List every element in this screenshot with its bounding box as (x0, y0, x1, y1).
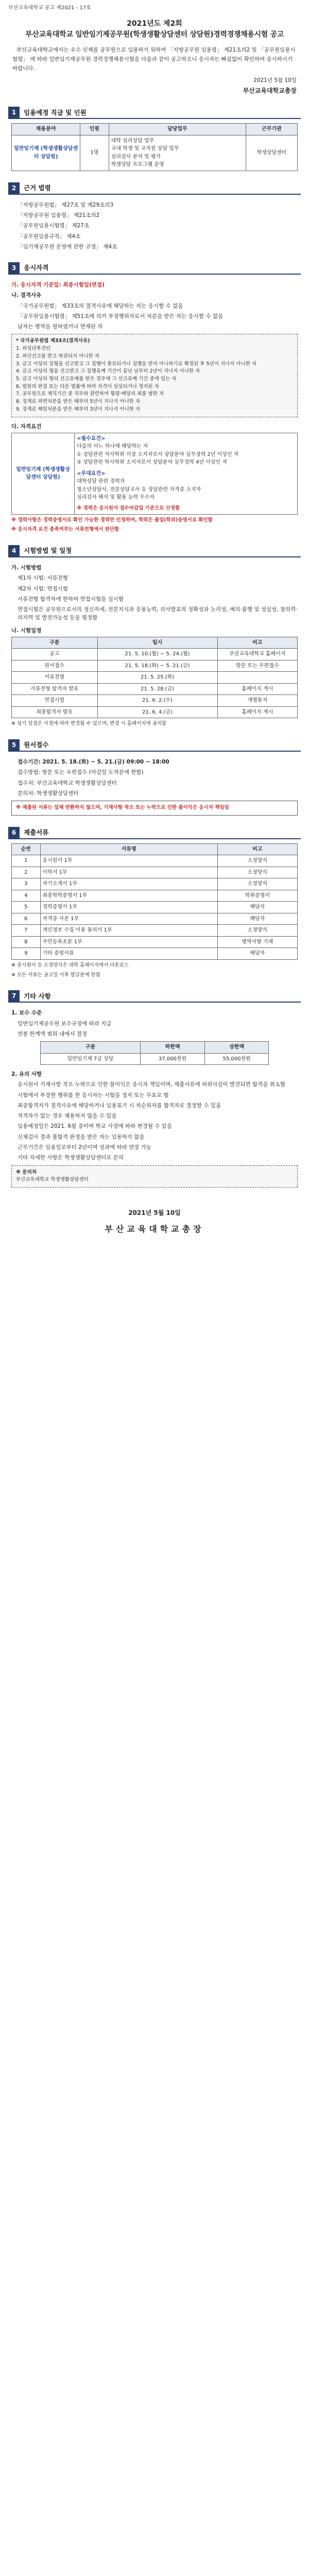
application-warning: ※ 제출된 서류는 일체 반환하지 않으며, 기재사항 착오 또는 누락으로 인한 불이익은 응시자 책임임 (11, 801, 298, 816)
exam-method-item: 제1차 시험: 서류전형 (18, 575, 68, 582)
doc-note: 소정양식 (217, 855, 297, 867)
section-4-header (8, 545, 301, 557)
documents-note: ※ 응시원서 등 소정양식은 대학 홈페이지에서 다운로드 (11, 962, 129, 968)
required-head: <필수요건> (77, 435, 106, 442)
schedule-label: 서류전형 합격자 발표 (12, 683, 98, 695)
announce-date: 2021년 5월 10일 (253, 77, 297, 84)
pay-max: 55,000천원 (204, 1053, 269, 1065)
documents-note: ※ 모든 서류는 공고일 이후 발급분에 한함 (11, 972, 100, 978)
law-item: 「지방공무원 임용령」 제21조의2 (18, 212, 100, 219)
preferred-item: 심리검사 해석 및 활용 능력 우수자 (77, 495, 155, 501)
table-row (12, 695, 298, 707)
schedule-date: 21. 6. 2.(수) (97, 695, 217, 707)
notice-number: 부산교육대학교 공고 제2021 - 17호 (8, 5, 91, 11)
section-1-header (8, 107, 301, 119)
table-row (12, 925, 298, 937)
schedule-date: 21. 5. 25.(화) (97, 672, 217, 684)
pay-th: 상한액 (204, 1042, 269, 1054)
eligibility-extra: ※ 응시자격 요건 충족여부는 서류전형에서 판단함 (11, 527, 119, 533)
schedule-note: 홈페이지 게시 (217, 706, 297, 718)
law-item: 「공무원임용시험령」 제27조 (18, 223, 90, 229)
caution-item: 근무기간은 임용일로부터 2년이며 성과에 따라 연장 가능 (18, 1144, 151, 1150)
doc-name: 경력증명서 1부 (40, 902, 217, 913)
exam-method-item: 제2차 시험: 면접시험 (18, 585, 68, 592)
table-row (12, 948, 298, 960)
caution-item: 최종합격자가 결격사유에 해당하거나 임용포기 시 차순위자를 합격자로 결정할 수 있음 (18, 1102, 221, 1109)
disqualification-item: 남자는 병역을 필하였거나 면제된 자 (18, 324, 103, 330)
doc-note: 소정양식 (217, 867, 297, 878)
law-note-item: 3. 금고 이상의 실형을 선고받고 그 집행이 종료되거나 집행을 받지 아니하기로 확정된 후 5년이 지나지 아니한 자 (16, 361, 257, 367)
caution-title: 2. 유의 사항 (11, 1071, 42, 1078)
doc-name: 자기소개서 1부 (40, 878, 217, 890)
doc-no: 9 (12, 948, 41, 960)
section-1-number: 1 (8, 107, 20, 118)
preferred-item: 청소년상담사, 전문상담교사 등 상담관련 자격증 소지자 (77, 486, 201, 493)
table-row (12, 660, 298, 672)
preferred-head: <우대요건> (77, 470, 106, 477)
table-row (12, 672, 298, 684)
caution-item: 임용예정일은 2021. 6월 중이며 학교 사정에 따라 변경될 수 있음 (18, 1123, 173, 1130)
doc-no: 3 (12, 878, 41, 890)
doc-no: 6 (12, 913, 41, 925)
doc-note: 해당자 (217, 913, 297, 925)
section-5-header (8, 739, 301, 752)
caution-item: 기타 자세한 사항은 학생생활상담센터로 문의 (18, 1155, 124, 1161)
table-row (12, 936, 298, 948)
doc-no: 2 (12, 867, 41, 878)
duty-item: 대학 심리상담 업무 (111, 138, 154, 144)
disqualification-item: 「공무원임용시험령」 제51조에 의거 부정행위자로서 처분을 받은 자는 응시할 수 없음 (18, 313, 224, 319)
disqualification-item: 「국가공무원법」 제33조의 결격사유에 해당하는 자는 응시할 수 없음 (18, 302, 183, 309)
law-note-item: 2. 파산선고를 받고 복권되지 아니한 자 (16, 353, 99, 359)
required-item: ① 상담관련 석사학위 이상 소지자로서 상담분야 실무경력 2년 이상인 자 (77, 451, 239, 457)
section-2 (8, 182, 301, 251)
schedule-label: 면접시험 (12, 695, 98, 707)
pay-label: 일반임기제 7급 상당 (40, 1053, 141, 1065)
table-row (12, 913, 298, 925)
law-note-item: 1. 피성년후견인 (16, 346, 51, 352)
caution-item: 적격자가 없는 경우 채용하지 않을 수 있음 (18, 1113, 117, 1120)
page-title: 부산교육대학교 일반임기제공무원(학생생활상담센터 상담원)경력경쟁채용시험 공고 (25, 30, 284, 39)
preferred-item: 대학상담 관련 경력자 (77, 479, 125, 485)
doc-name: 최종학력증명서 1부 (40, 890, 217, 902)
title-year: 2021년도 제2회 (127, 19, 182, 28)
pay-table (40, 1041, 269, 1065)
law-note-item: 9. 징계로 해임처분을 받은 때부터 3년이 지나지 아니한 자 (16, 406, 141, 412)
table-row (12, 706, 298, 718)
law-item: 「임기제공무원 운영에 관한 규정」 제4조 (18, 243, 117, 250)
table-row (12, 855, 298, 867)
exam-method-title: 가. 시험방법 (11, 565, 42, 571)
doc-no: 4 (12, 890, 41, 902)
pay-th: 구분 (40, 1042, 141, 1054)
section-2-title: 근거 법령 (24, 184, 51, 192)
requirements-note: ※ 경력은 응시원서 접수마감일 기준으로 산정함 (77, 505, 180, 511)
position-th: 채용분야 (12, 124, 80, 135)
schedule-th: 비고 (217, 637, 297, 649)
requirements-title: 다. 자격요건 (11, 423, 42, 430)
position-th: 담당업무 (109, 124, 246, 135)
section-1 (8, 107, 301, 171)
table-row (12, 867, 298, 878)
position-duties (109, 135, 246, 171)
section-6-header (8, 827, 301, 839)
section-2-number: 2 (8, 182, 20, 194)
section-2-header (8, 182, 301, 195)
table-row (12, 683, 298, 695)
section-6-title: 제출서류 (24, 828, 49, 837)
section-6 (8, 827, 301, 979)
schedule-label: 최종합격자 발표 (12, 706, 98, 718)
law-item: 「공무원임용규칙」 제4조 (18, 233, 81, 240)
doc-name: 주민등록초본 1부 (40, 936, 217, 948)
requirements-table (11, 433, 298, 515)
schedule-date: 21. 5. 18.(화) ~ 5. 21.(금) (97, 660, 217, 672)
table-row (12, 890, 298, 902)
doc-no: 8 (12, 936, 41, 948)
doc-note: 병역사항 기재 (217, 936, 297, 948)
requirements-field: 일반임기제 (학생생활상담센터 상담원) (12, 433, 75, 514)
exam-method-item: 서류전형 합격자에 한하여 면접시험을 실시함 (18, 596, 124, 602)
doc-name: 개인정보 수집·이용 동의서 1부 (40, 925, 217, 937)
schedule-note (217, 672, 297, 684)
table-row (12, 902, 298, 913)
documents-th: 서류명 (40, 843, 217, 855)
pay-item: 일반임기제공무원 보수규정에 따라 지급 (18, 1020, 112, 1027)
section-7 (8, 990, 301, 1188)
schedule-note: 홈페이지 게시 (217, 683, 297, 695)
caution-item: 신체검사 결과 불합격 판정을 받은 자는 임용하지 않음 (18, 1133, 145, 1140)
law-note-title: * 국가공무원법 제33조(결격사유) (16, 338, 90, 344)
schedule-title: 나. 시험일정 (11, 627, 42, 634)
pay-th: 하한액 (141, 1042, 205, 1054)
pay-item: 연봉 한계액 범위 내에서 결정 (18, 1030, 88, 1037)
duty-item: 교내 학생 및 교직원 상담 업무 (111, 146, 179, 152)
table-row (12, 649, 298, 660)
schedule-note: 방문 또는 우편접수 (217, 660, 297, 672)
eligibility-basis: 가. 응시자격 기준일: 최종시험일(면접) (11, 282, 105, 289)
caution-item: 시험에서 부정한 행위를 한 응시자는 시험을 정지 또는 무효로 함 (18, 1092, 169, 1098)
position-field: 일반임기제 (학생생활상담센터 상담원) (12, 135, 80, 171)
law-note-item: 6. 법원의 판결 또는 다른 법률에 따라 자격이 상실되거나 정지된 자 (16, 383, 159, 389)
required-item: ② 상담관련 학사학위 소지자로서 상담분야 실무경력 4년 이상인 자 (77, 460, 228, 466)
section-3-title: 응시자격 (24, 264, 49, 272)
application-item: 문의처: 학생생활상담센터 (18, 790, 79, 796)
application-item: 접수처: 부산교육대학교 학생생활상담센터 (18, 779, 117, 786)
position-count: 1명 (80, 135, 109, 171)
schedule-date: 21. 5. 10.(월) ~ 5. 24.(월) (97, 649, 217, 660)
schedule-th: 구분 (12, 637, 98, 649)
law-note-item: 7. 공무원으로 재직기간 중 직무와 관련하여 횡령·배임의 죄를 범한 자 (16, 391, 164, 397)
application-item: 접수기간: 2021. 5. 18.(화) ~ 5. 21.(금) 09:00 ~ 18:00 (18, 759, 169, 766)
doc-note: 소정양식 (217, 878, 297, 890)
section-7-number: 7 (8, 990, 20, 1002)
doc-name: 자격증 사본 1부 (40, 913, 217, 925)
position-th: 근무기관 (246, 124, 298, 135)
position-table (11, 123, 298, 171)
pay-min: 37,000천원 (141, 1053, 205, 1065)
doc-name: 이력서 1부 (40, 867, 217, 878)
section-5-title: 원서접수 (24, 741, 49, 749)
section-7-header (8, 990, 301, 1003)
schedule-date: 21. 6. 4.(금) (97, 706, 217, 718)
section-4-title: 시험방법 및 일정 (24, 547, 72, 555)
eligibility-extra: ※ 경력사항은 경력증명서로 확인 가능한 경력만 인정하며, 학력은 졸업(학위)증명서로 확인함 (11, 517, 213, 523)
section-5 (8, 739, 301, 816)
doc-note: 해당자 (217, 902, 297, 913)
schedule-table (11, 637, 298, 719)
section-3-number: 3 (8, 262, 20, 274)
duty-item: 심리검사 분석 및 평가 (111, 154, 161, 160)
contact-box (11, 1165, 298, 1188)
section-6-number: 6 (8, 827, 20, 838)
contact-title: ※ 문의처 (16, 1169, 37, 1175)
doc-name: 기타 증빙서류 (40, 948, 217, 960)
required-item: 다음의 어느 하나에 해당하는 자 (77, 444, 148, 450)
doc-no: 5 (12, 902, 41, 913)
section-3 (8, 262, 301, 534)
schedule-label: 공고 (12, 649, 98, 660)
documents-th: 순번 (12, 843, 41, 855)
law-note-box (11, 334, 298, 417)
section-3-header (8, 262, 301, 275)
org-name: 부산교육대학교총장 (243, 87, 297, 94)
intro-text: 부산교육대학교에서는 우수 인재를 공무원으로 임용하기 위하여 「지방공무원 임용령」 제21조의2 및 「공무원임용시험령」 에 따라 일반임기제공무원 경력경쟁채용시험을 다음과 같이 공고하오니 응시자는 빠짐없이 확인하여 응시하시기 바랍니다. (12, 46, 296, 72)
documents-table (11, 843, 298, 960)
doc-name: 응시원서 1부 (40, 855, 217, 867)
caution-item: 응시원서 기재사항 착오·누락으로 인한 불이익은 응시자 책임이며, 제출서류에 허위사실이 발견되면 합격을 취소함 (18, 1081, 286, 1088)
schedule-label: 원서접수 (12, 660, 98, 672)
table-row (12, 878, 298, 890)
table-row (40, 1053, 269, 1065)
law-note-item: 4. 금고 이상의 형을 선고받고 그 집행유예 기간이 끝난 날부터 2년이 지나지 아니한 자 (16, 368, 200, 375)
contact-line: 부산교육대학교 학생생활상담센터 (16, 1177, 89, 1183)
law-note-item: 8. 징계로 파면처분을 받은 때부터 5년이 지나지 아니한 자 (16, 399, 141, 405)
doc-note: 해당자 (217, 948, 297, 960)
doc-no: 1 (12, 855, 41, 867)
title-box (8, 19, 301, 41)
law-note-item: 5. 금고 이상의 형의 선고유예를 받은 경우에 그 선고유예 기간 중에 있는 자 (16, 376, 177, 382)
position-th: 인원 (80, 124, 109, 135)
schedule-note-text: ※ 상기 일정은 사정에 따라 변경될 수 있으며, 변경 시 홈페이지에 공지함 (11, 721, 167, 727)
application-item: 접수방법: 방문 또는 우편접수 (마감일 도착분에 한함) (18, 769, 144, 776)
schedule-note: 개별통지 (217, 695, 297, 707)
footer-date: 2021년 5월 10일 (128, 1209, 181, 1216)
doc-no: 7 (12, 925, 41, 937)
disqualification-title: 나. 결격사유 (11, 292, 42, 299)
doc-note: 소정양식 (217, 925, 297, 937)
doc-note: 학위증명서 (217, 890, 297, 902)
documents-th: 비고 (217, 843, 297, 855)
schedule-th: 일시 (97, 637, 217, 649)
requirements-content (75, 433, 298, 514)
exam-method-item: 면접시험은 공무원으로서의 정신자세, 전문지식과 응용능력, 의사발표의 정확성과 논리성, 예의·품행 및 성실성, 창의력·의지력 및 발전가능성 등을 평정함 (18, 606, 298, 621)
position-place: 학생상담센터 (246, 135, 298, 171)
duty-item: 학생상담 프로그램 운영 (111, 162, 164, 168)
section-7-title: 기타 사항 (24, 992, 51, 1000)
section-4-number: 4 (8, 545, 20, 556)
section-5-number: 5 (8, 739, 20, 751)
law-item: 「지방공무원법」 제27조 및 제29조의3 (18, 201, 114, 208)
schedule-date: 21. 5. 28.(금) (97, 683, 217, 695)
footer-org: 부산교육대학교총장 (105, 1224, 204, 1234)
schedule-note: 부산교육대학교 홈페이지 (217, 649, 297, 660)
schedule-label: 서류전형 (12, 672, 98, 684)
pay-title: 1. 보수 수준 (11, 1010, 42, 1016)
section-4 (8, 545, 301, 728)
section-1-title: 임용예정 직급 및 인원 (24, 108, 87, 116)
